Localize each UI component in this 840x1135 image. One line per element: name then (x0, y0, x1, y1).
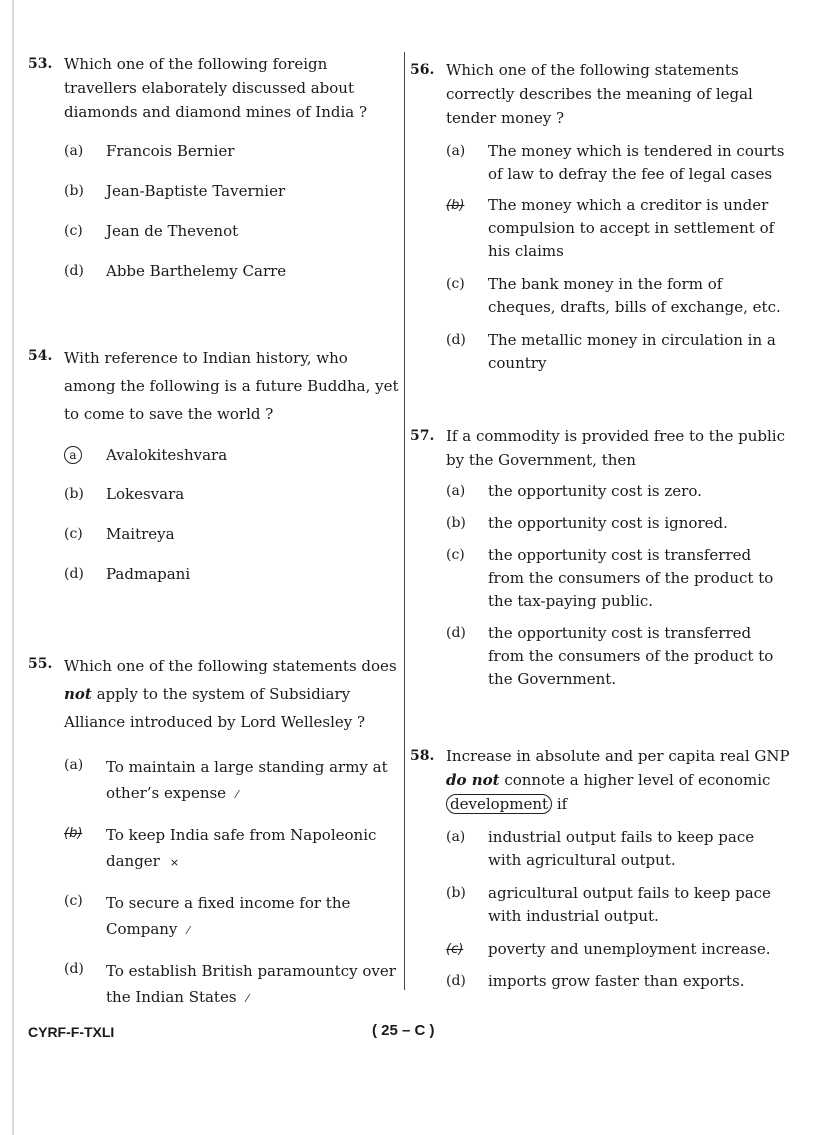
option-a[interactable] (64, 140, 400, 163)
option-text: industrial output fails to keep pace with agricultural output. (488, 828, 755, 869)
option-text: imports grow faster than exports. (488, 972, 745, 990)
question-56 (410, 58, 790, 375)
question-number: 54. (28, 348, 53, 364)
option-text: Lokesvara (106, 485, 185, 503)
option-d[interactable] (446, 622, 790, 691)
option-text: The money which is tendered in courts of law to defray the fee of legal cases (488, 142, 785, 183)
option-text: agricultural output fails to keep pace with industrial output. (488, 884, 771, 925)
option-label: (c) (446, 276, 465, 292)
option-label: (b) (446, 885, 466, 901)
circled-option-label: a (64, 446, 82, 464)
emphasis-do-not: do not (446, 771, 500, 789)
struck-option-label: (c) (446, 942, 464, 957)
struck-option-label: (b) (446, 198, 465, 213)
question-text: With reference to Indian history, who among the following is a future Buddha, yet to come to save the world ? (64, 349, 399, 423)
option-b[interactable] (64, 483, 400, 506)
question-text: If a commodity is provided free to the public by the Government, then (446, 427, 785, 469)
tick-mark-icon: ⁄ (236, 788, 238, 801)
question-57 (410, 424, 790, 691)
option-text: Padmapani (106, 565, 191, 583)
option-text: The metallic money in circulation in a country (488, 331, 776, 372)
option-text: Maitreya (106, 525, 175, 543)
option-d[interactable] (446, 329, 790, 375)
option-label: (a) (64, 143, 84, 159)
option-label: (d) (64, 961, 84, 977)
question-53 (28, 52, 400, 283)
question-55 (28, 652, 400, 1012)
column-divider (404, 52, 405, 990)
option-c[interactable] (446, 544, 790, 613)
option-d[interactable] (64, 563, 400, 586)
question-text: Which one of the following statements correctly describes the meaning of legal tender money ? (446, 61, 753, 127)
option-d[interactable] (446, 970, 790, 993)
option-text: the opportunity cost is zero. (488, 482, 702, 500)
option-label: (c) (64, 526, 83, 542)
question-58 (410, 744, 790, 993)
option-label: (d) (64, 566, 84, 582)
option-c[interactable] (64, 220, 400, 243)
option-text: To keep India safe from Napoleonic danger × (106, 826, 377, 870)
struck-option-label: (b) (64, 826, 83, 841)
question-text: Which one of the following statements does not apply to the system of Subsidiary Alliance introduced by Lord Wellesley ? (64, 657, 397, 731)
option-label: (c) (64, 893, 83, 909)
option-c[interactable] (446, 938, 790, 961)
question-number: 55. (28, 656, 53, 672)
option-b[interactable] (64, 180, 400, 203)
option-text: the opportunity cost is transferred from the consumers of the product to the Government. (488, 624, 774, 688)
question-number: 57. (410, 428, 435, 444)
emphasis-not: not (64, 685, 92, 703)
option-label: (b) (446, 515, 466, 531)
option-label: (a) (446, 483, 466, 499)
option-d[interactable] (64, 260, 400, 283)
option-b[interactable] (64, 822, 400, 876)
option-label: (a) (64, 757, 84, 773)
option-label: (d) (446, 973, 466, 989)
option-b[interactable] (446, 194, 790, 263)
option-a[interactable] (64, 754, 400, 808)
option-label: (d) (64, 263, 84, 279)
option-text: poverty and unemployment increase. (488, 940, 771, 958)
option-text: the opportunity cost is transferred from the consumers of the product to the tax-paying public. (488, 546, 774, 610)
option-label: (b) (64, 183, 84, 199)
option-a[interactable] (446, 826, 790, 872)
option-b[interactable] (446, 512, 790, 535)
option-c[interactable] (446, 273, 790, 319)
option-label: (a) (446, 143, 466, 159)
option-text: The money which a creditor is under compulsion to accept in settlement of his claims (488, 196, 775, 260)
question-number: 58. (410, 748, 435, 764)
option-label: (c) (64, 223, 83, 239)
option-label: (b) (64, 486, 84, 502)
question-text: Increase in absolute and per capita real GNP do not connote a higher level of economic development if (446, 747, 790, 813)
option-label: (d) (446, 625, 466, 641)
question-54 (28, 344, 400, 586)
option-text: Francois Bernier (106, 142, 235, 160)
option-text: To secure a fixed income for the Company ⁄ (106, 894, 351, 938)
option-text: Jean de Thevenot (106, 222, 239, 240)
option-text: Avalokiteshvara (106, 446, 228, 464)
option-text: To maintain a large standing army at other’s expense ⁄ (106, 758, 388, 802)
tick-mark-icon: ⁄ (246, 992, 249, 1005)
option-text: Abbe Barthelemy Carre (106, 262, 287, 280)
cross-mark-icon: × (169, 856, 180, 869)
scan-edge-shadow (12, 0, 14, 1135)
circled-word: development (446, 794, 552, 814)
booklet-code: CYRF-F-TXLI (28, 1024, 115, 1040)
question-number: 53. (28, 56, 53, 72)
option-c[interactable] (64, 890, 400, 944)
option-d[interactable] (64, 958, 400, 1012)
tick-mark-icon: ⁄ (187, 924, 190, 937)
option-a[interactable] (446, 140, 790, 186)
option-b[interactable] (446, 882, 790, 928)
option-c[interactable] (64, 523, 400, 546)
question-text: Which one of the following foreign travellers elaborately discussed about diamonds and diamond mines of India ? (64, 55, 368, 121)
page-number: ( 25 – C ) (372, 1022, 435, 1039)
option-text: To establish British paramountcy over the Indian States ⁄ (106, 962, 396, 1006)
option-text: Jean-Baptiste Tavernier (106, 182, 286, 200)
option-a[interactable] (446, 480, 790, 503)
option-text: the opportunity cost is ignored. (488, 514, 728, 532)
option-label: (c) (446, 547, 465, 563)
option-label: (d) (446, 332, 466, 348)
option-a[interactable] (64, 444, 400, 467)
question-number: 56. (410, 62, 435, 78)
option-text: The bank money in the form of cheques, drafts, bills of exchange, etc. (488, 275, 781, 316)
option-label: (a) (446, 829, 466, 845)
